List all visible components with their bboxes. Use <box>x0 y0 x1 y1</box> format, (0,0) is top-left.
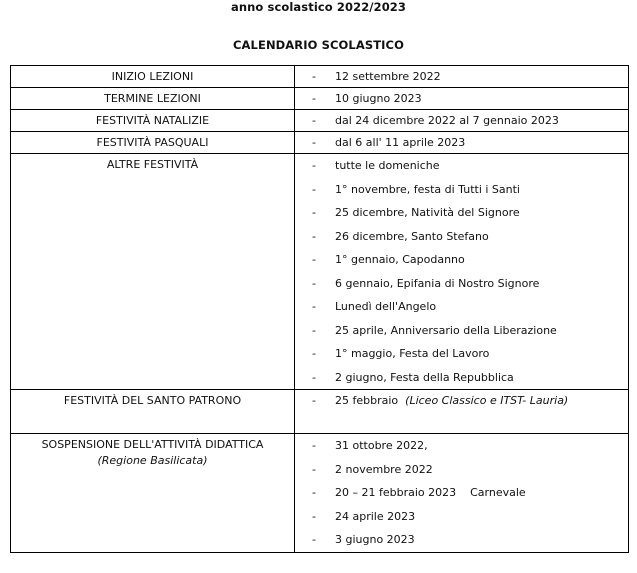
row-label-pasquali: FESTIVITÀ PASQUALI <box>96 136 209 149</box>
list-item: - dal 24 dicembre 2022 al 7 gennaio 2023 <box>312 114 559 127</box>
list-item: - tutte le domeniche <box>312 159 440 173</box>
school-year-heading: anno scolastico 2022/2023 <box>230 0 407 14</box>
row-label-sospensione: SOSPENSIONE DELL'ATTIVITÀ DIDATTICA <box>41 438 264 451</box>
list-item: - 25 aprile, Anniversario della Liberazione <box>312 323 557 337</box>
row-value-inizio: 12 settembre 2022 <box>335 70 441 83</box>
list-item: - 2 giugno, Festa della Repubblica <box>312 370 514 384</box>
list-item: - 25 febbraio (Liceo Classico e ITST- Lauria) <box>312 394 569 407</box>
row-value-natalizie: dal 24 dicembre 2022 al 7 gennaio 2023 <box>335 114 559 127</box>
list-item: - 10 giugno 2023 <box>312 92 422 105</box>
list-item: - 1° maggio, Festa del Lavoro <box>312 347 490 361</box>
row-value-patrono: 25 febbraio <box>335 394 399 407</box>
row-label-termine: TERMINE LEZIONI <box>104 92 201 105</box>
row-label-inizio: INIZIO LEZIONI <box>111 70 194 83</box>
list-item: - 1° gennaio, Capodanno <box>312 253 465 267</box>
list-item: - 20 – 21 febbraio 2023 Carnevale <box>312 486 526 500</box>
row-sublabel-sospensione: (Regione Basilicata) <box>97 454 208 467</box>
row-label-patrono: FESTIVITÀ DEL SANTO PATRONO <box>63 394 242 407</box>
list-item: - 31 ottobre 2022, <box>312 439 428 453</box>
list-item: - 12 settembre 2022 <box>312 70 441 83</box>
list-item: - 26 dicembre, Santo Stefano <box>312 229 489 243</box>
table-row <box>11 390 629 434</box>
table-row <box>11 132 629 154</box>
list-item: - 2 novembre 2022 <box>312 462 433 476</box>
table-row <box>11 434 629 553</box>
calendar-table <box>10 65 629 553</box>
row-value-termine: 10 giugno 2023 <box>335 92 422 105</box>
list-item: - 3 giugno 2023 <box>312 533 415 547</box>
table-row <box>11 110 629 132</box>
list-item: - Lunedì dell'Angelo <box>312 300 437 314</box>
table-row <box>11 66 629 88</box>
row-note-patrono: (Liceo Classico e ITST- Lauria) <box>405 394 569 407</box>
list-item: - 6 gennaio, Epifania di Nostro Signore <box>312 276 540 290</box>
calendar-title: CALENDARIO SCOLASTICO <box>233 38 404 52</box>
table-row <box>11 154 629 390</box>
row-label-altre: ALTRE FESTIVITÀ <box>106 158 199 171</box>
row-label-natalizie: FESTIVITÀ NATALIZIE <box>95 114 210 127</box>
row-value-pasquali: dal 6 all' 11 aprile 2023 <box>335 136 466 149</box>
list-item: - 24 aprile 2023 <box>312 509 416 523</box>
list-item: - 1° novembre, festa di Tutti i Santi <box>312 182 520 196</box>
list-item: - 25 dicembre, Natività del Signore <box>312 206 520 220</box>
table-row <box>11 88 629 110</box>
list-item: - dal 6 all' 11 aprile 2023 <box>312 136 466 149</box>
